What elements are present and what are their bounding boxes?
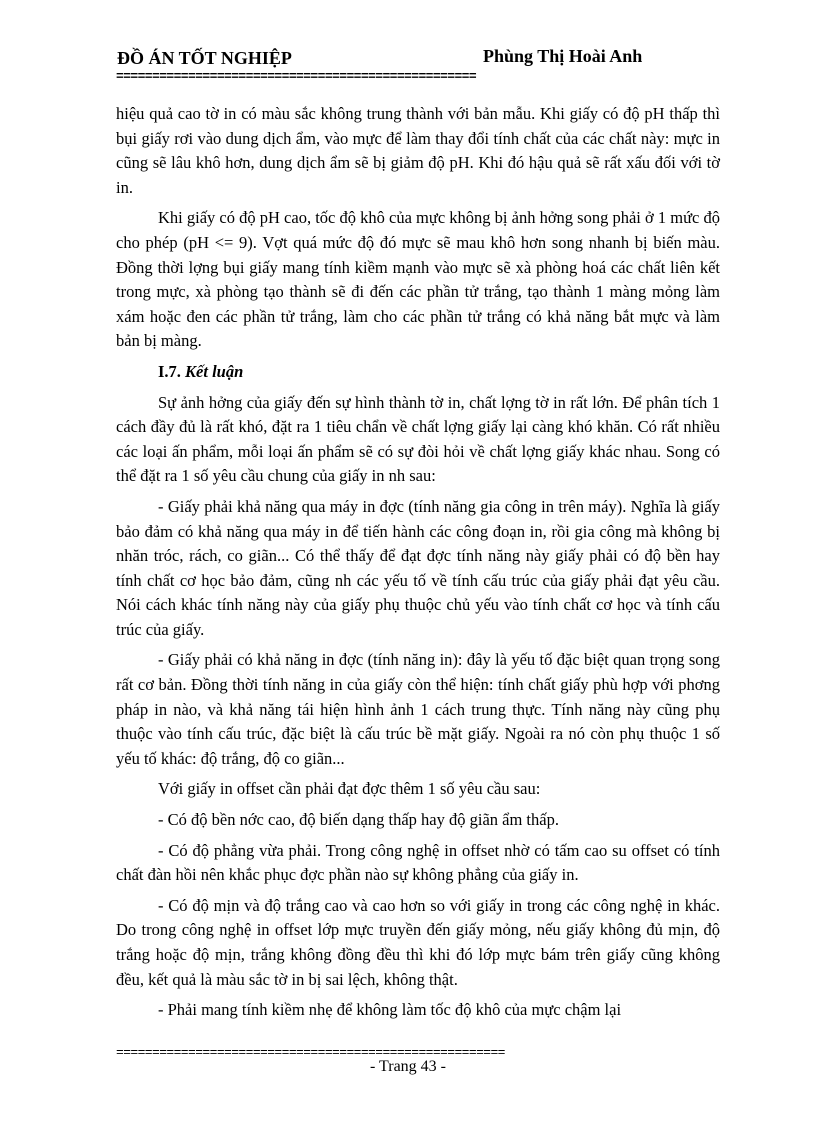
paragraph: - Giấy phải có khả năng in đợc (tính năng in): đây là yếu tố đặc biệt quan trọng song rất cơ bản. Đồng thời tính năng in của giấy còn thể hiện: tính chất giấy phù hợp với phơng pháp in nào, và khả năng tái hiện hình ảnh 1 cách trung thực. Tính năng này cũng phụ thuộc vào tính cấu trúc, đặc biệt là cấu trúc bề mặt giấy. Ngoài ra nó còn phụ thuộc 1 số yếu tố khác: độ trắng, độ co giãn... [116,650,720,768]
header-divider: ================================================== [116,70,477,83]
paragraph: Với giấy in offset cần phải đạt đợc thêm 1 số yêu cầu sau: [158,779,541,799]
paragraph: hiệu quả cao tờ in có màu sắc không trung thành với bản mẫu. Khi giấy có độ pH thấp thì bụi giấy rơi vào dung dịch ẩm, vào mực để làm thay đổi tính chất của các chất này: mực in cũng sẽ lâu khô hơn, dung dịch ẩm sẽ bị giảm độ pH. Khi đó hậu quả sẽ rất xấu đối với tờ in. [116,104,720,197]
section-number: I.7. [158,361,181,381]
paragraph: - Có độ mịn và độ trắng cao và cao hơn so với giấy in trong các công nghệ in khác. Do trong công nghệ in offset lớp mực truyền đến giấy mỏng, nếu giấy không đủ mịn, độ trắng hoặc độ mịn, trắng không đồng đều thì khi đó lớp mực bám trên giấy cũng không đều, kết quả là màu sắc tờ in bị sai lệch, không thật. [116,895,720,989]
paragraph: - Giấy phải khả năng qua máy in đợc (tính năng gia công in trên máy). Nghĩa là giấy bảo đảm có khả năng qua máy in để tiến hành các công đoạn in, rồi gia công mà không bị nhăn tróc, rách, co giãn... Có thể thấy để đạt đợc tính năng này giấy phải có độ bền hay tính chất cơ học bảo đảm, cũng nh các yếu tố về tính cấu trúc của giấy phải đạt yêu cầu. Nói cách khác tính năng này của giấy phụ thuộc chủ yếu vào tính chất cơ học và tính cấu trúc của giấy. [116,496,720,639]
author-name: Phùng Thị Hoài Anh [483,46,643,66]
document-title: ĐỒ ÁN TỐT NGHIỆP [117,48,292,68]
paragraph: Sự ảnh hởng của giấy đến sự hình thành tờ in, chất lợng tờ in rất lớn. Để phân tích 1 cách đầy đủ là rất khó, đặt ra 1 tiêu chẩn về chất lợng giấy lại càng khó khăn. Có rất nhiều các loại ấn phẩm, mỗi loại ấn phẩm sẽ có sự đòi hỏi về chất lợng giấy khác nhau. Song có thể đặt ra 1 số yêu cầu chung của giấy in nh sau: [116,392,720,486]
paragraph: - Có độ bền nớc cao, độ biến dạng thấp hay độ giãn ẩm thấp. [158,810,559,830]
footer-divider: ====================================================== [116,1046,505,1059]
paragraph: - Có độ phẳng vừa phải. Trong công nghệ in offset nhờ có tấm cao su offset có tính chất đàn hồi nên khắc phục đợc phần nào sự không phẳng của giấy in. [116,840,720,885]
paragraph: - Phải mang tính kiềm nhẹ để không làm tốc độ khô của mực chậm lại [158,1000,622,1020]
section-heading [116,360,720,385]
paragraph: Khi giấy có độ pH cao, tốc độ khô của mực không bị ảnh hởng song phải ở 1 mức độ cho phép (pH <= 9). Vợt quá mức độ đó mực sẽ mau khô hơn song nhanh bị biến màu. Đồng thời lợng bụi giấy mang tính kiềm mạnh vào mực sẽ xà phòng hoá các chất liên kết trong mực, xà phòng tạo thành sẽ đi đến các phần tử trắng, tạo thành 1 màng mỏng làm xám hoặc đen các phần tử trắng, làm cho các phần tử trắng có khả năng bắt mực và làm bản bị màng. [116,208,720,351]
page-number: - Trang 43 - [369,1058,446,1075]
body-text [116,102,720,1029]
section-title: Kết luận [185,361,244,381]
